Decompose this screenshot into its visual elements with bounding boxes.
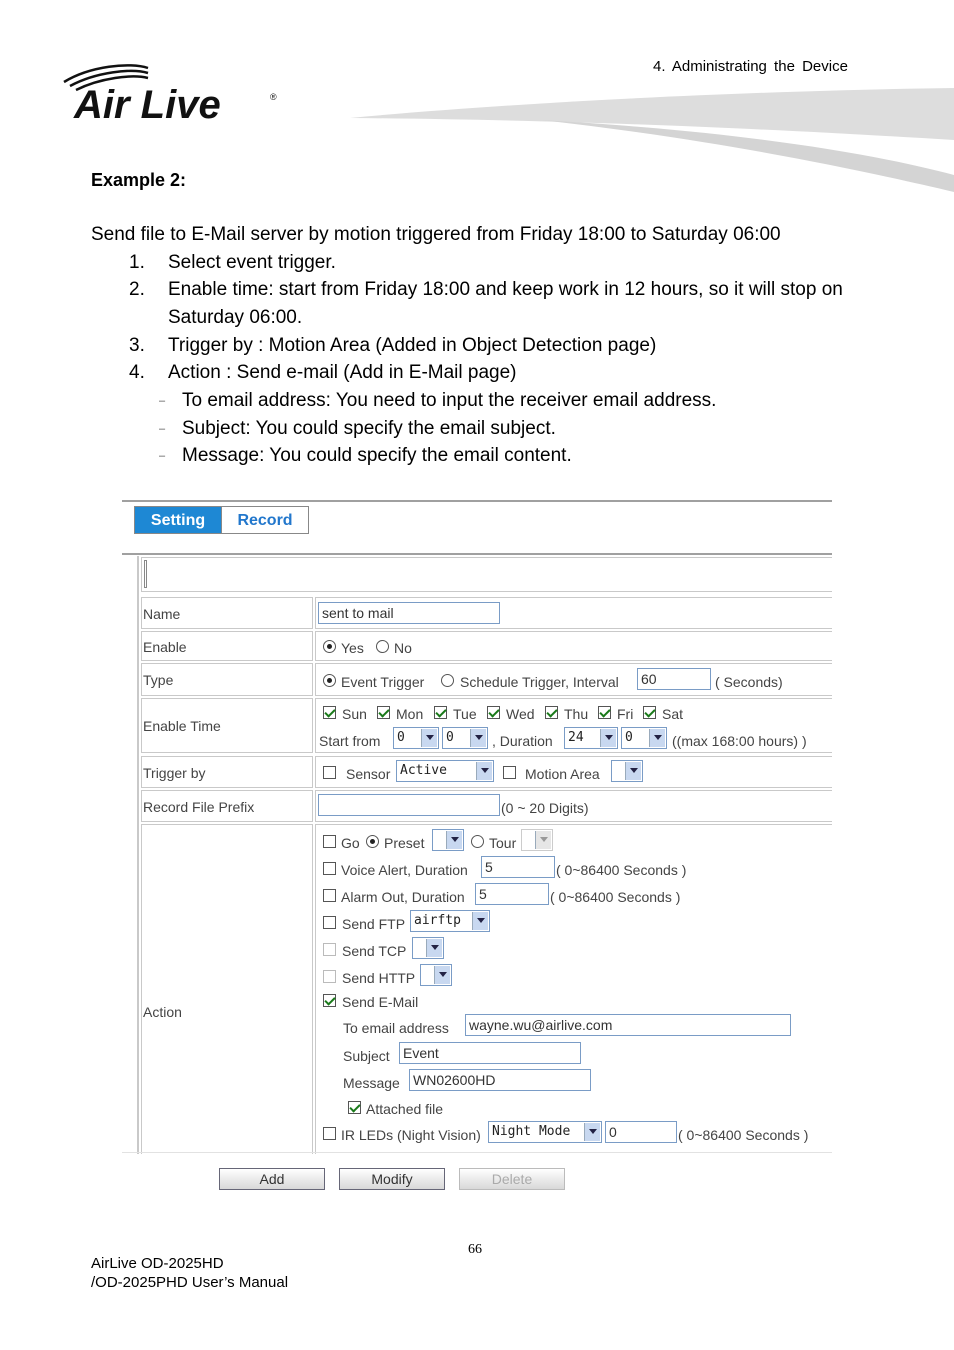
- max-hours-note: ((max 168:00 hours) ): [672, 733, 807, 749]
- alarm-duration-input[interactable]: 5: [475, 883, 549, 905]
- day-label: Thu: [564, 706, 589, 722]
- day-sat-checkbox[interactable]: [643, 706, 656, 719]
- add-button[interactable]: Add: [219, 1168, 325, 1190]
- chevron-down-icon: [584, 1123, 600, 1141]
- step-number: 4.: [129, 362, 145, 383]
- schedule-trigger-radio[interactable]: [441, 674, 454, 687]
- interval-unit: ( Seconds): [715, 674, 783, 690]
- enable-no-label: No: [394, 640, 412, 656]
- step-number: 3.: [129, 335, 145, 356]
- sensor-checkbox[interactable]: [323, 766, 336, 779]
- day-tue-checkbox[interactable]: [434, 706, 447, 719]
- intro-text: Send file to E-Mail server by motion triggered from Friday 18:00 to Saturday 06:00: [91, 224, 781, 245]
- day-sun-checkbox[interactable]: [323, 706, 336, 719]
- delete-button[interactable]: Delete: [459, 1168, 565, 1190]
- chevron-down-icon: [600, 729, 616, 747]
- interval-input[interactable]: 60: [637, 668, 711, 690]
- label-name: Name: [141, 597, 313, 629]
- label-action: Action: [141, 824, 313, 1154]
- subject-input[interactable]: Event: [399, 1042, 581, 1064]
- send-ftp-checkbox[interactable]: [323, 916, 336, 929]
- step-number: 1.: [129, 252, 145, 273]
- attached-file-checkbox[interactable]: [348, 1101, 361, 1114]
- chevron-down-icon: [434, 966, 450, 984]
- chevron-down-icon: [470, 729, 486, 747]
- label-record-prefix: Record File Prefix: [141, 790, 313, 822]
- day-wed-checkbox[interactable]: [487, 706, 500, 719]
- step-number: 2.: [129, 279, 145, 300]
- header-swoosh: [340, 80, 954, 200]
- chevron-down-icon: [476, 762, 492, 780]
- chevron-down-icon: [472, 912, 488, 930]
- go-label: Go: [341, 835, 360, 851]
- day-thu-checkbox[interactable]: [545, 706, 558, 719]
- frame-bottom-line: [122, 1152, 832, 1153]
- ir-duration-note: ( 0~86400 Seconds ): [678, 1127, 809, 1143]
- step-text-continued: Saturday 06:00.: [168, 307, 303, 328]
- step-text: Enable time: start from Friday 18:00 and keep work in 12 hours, so it will stop on: [168, 279, 843, 300]
- day-mon-checkbox[interactable]: [377, 706, 390, 719]
- preset-label: Preset: [384, 835, 425, 851]
- row-enable: [315, 631, 832, 661]
- message-input[interactable]: WN02600HD: [409, 1069, 591, 1091]
- subject-label: Subject: [343, 1048, 390, 1064]
- step-text: Trigger by : Motion Area (Added in Object Detection page): [168, 335, 657, 356]
- enable-yes-label: Yes: [341, 640, 364, 656]
- attached-file-label: Attached file: [366, 1101, 444, 1117]
- to-email-input[interactable]: wayne.wu@airlive.com: [465, 1014, 791, 1036]
- duration-hour-select[interactable]: 24: [564, 727, 618, 749]
- day-fri-checkbox[interactable]: [598, 706, 611, 719]
- send-http-checkbox[interactable]: [323, 970, 336, 983]
- event-trigger-radio[interactable]: [323, 674, 336, 687]
- name-input[interactable]: sent to mail: [318, 602, 500, 624]
- header-row-box: [141, 557, 832, 592]
- step-text: Select event trigger.: [168, 252, 336, 273]
- send-http-label: Send HTTP: [342, 970, 416, 986]
- ir-leds-checkbox[interactable]: [323, 1127, 336, 1140]
- preset-radio[interactable]: [366, 835, 379, 848]
- tour-select[interactable]: [521, 829, 553, 851]
- bullet-dash-icon: –: [159, 450, 166, 462]
- motion-area-label: Motion Area: [525, 766, 600, 782]
- ftp-select[interactable]: airftp: [410, 910, 490, 932]
- start-minute-select[interactable]: 0: [442, 727, 488, 749]
- svg-text:Air Live: Air Live: [74, 83, 221, 127]
- to-email-label: To email address: [343, 1020, 449, 1036]
- preset-select[interactable]: [432, 829, 464, 851]
- send-tcp-checkbox[interactable]: [323, 943, 336, 956]
- alarm-duration-note: ( 0~86400 Seconds ): [550, 889, 681, 905]
- day-label: Mon: [396, 706, 424, 722]
- day-label: Wed: [506, 706, 535, 722]
- bullet-text: Message: You could specify the email content.: [182, 445, 572, 466]
- message-label: Message: [343, 1075, 400, 1091]
- tab-setting[interactable]: Setting: [134, 506, 222, 534]
- ir-leds-label: IR LEDs (Night Vision): [341, 1127, 481, 1143]
- chevron-down-icon: [625, 762, 641, 780]
- day-label: Sun: [342, 706, 367, 722]
- bullet-dash-icon: –: [159, 423, 166, 435]
- modify-button[interactable]: Modify: [339, 1168, 445, 1190]
- page-number: 66: [468, 1242, 482, 1257]
- enable-no-radio[interactable]: [376, 640, 389, 653]
- start-hour-select[interactable]: 0: [393, 727, 439, 749]
- tour-label: Tour: [489, 835, 517, 851]
- footer-line-2: /OD-2025PHD User’s Manual: [91, 1274, 289, 1291]
- send-ftp-label: Send FTP: [342, 916, 406, 932]
- schedule-trigger-label: Schedule Trigger, Interval: [460, 674, 619, 690]
- tour-radio[interactable]: [471, 835, 484, 848]
- ir-duration-input[interactable]: 0: [605, 1121, 677, 1143]
- motion-area-checkbox[interactable]: [503, 766, 516, 779]
- chevron-down-icon: [426, 939, 442, 957]
- label-type: Type: [141, 663, 313, 696]
- chevron-down-icon: [649, 729, 665, 747]
- go-checkbox[interactable]: [323, 835, 336, 848]
- duration-label: , Duration: [492, 733, 553, 749]
- enable-yes-radio[interactable]: [323, 640, 336, 653]
- send-tcp-label: Send TCP: [342, 943, 407, 959]
- voice-duration-note: ( 0~86400 Seconds ): [556, 862, 687, 878]
- airlive-logo: [60, 60, 290, 130]
- sensor-select[interactable]: Active: [396, 760, 494, 782]
- sensor-label: Sensor: [346, 766, 391, 782]
- chevron-down-icon: [535, 831, 551, 849]
- voice-alert-checkbox[interactable]: [323, 862, 336, 875]
- frame-left-border: [137, 556, 139, 1154]
- record-prefix-input[interactable]: [318, 794, 500, 816]
- day-label: Sat: [662, 706, 684, 722]
- alarm-out-checkbox[interactable]: [323, 889, 336, 902]
- motion-area-select[interactable]: [611, 760, 643, 782]
- bullet-dash-icon: –: [159, 395, 166, 407]
- voice-alert-label: Voice Alert, Duration: [341, 862, 468, 878]
- label-enable-time: Enable Time: [141, 698, 313, 753]
- tcp-select[interactable]: [412, 937, 444, 959]
- label-trigger-by: Trigger by: [141, 756, 313, 788]
- alarm-out-label: Alarm Out, Duration: [341, 889, 465, 905]
- send-email-label: Send E-Mail: [342, 994, 419, 1010]
- tab-record[interactable]: Record: [221, 506, 309, 534]
- send-email-checkbox[interactable]: [323, 994, 336, 1007]
- start-from-label: Start from: [319, 733, 381, 749]
- chevron-down-icon: [446, 831, 462, 849]
- voice-duration-input[interactable]: 5: [481, 856, 555, 878]
- duration-minute-select[interactable]: 0: [621, 727, 667, 749]
- svg-text:®: ®: [270, 92, 277, 102]
- day-label: Tue: [453, 706, 477, 722]
- prefix-note: (0 ~ 20 Digits): [501, 800, 589, 816]
- bullet-text: Subject: You could specify the email subject.: [182, 418, 556, 439]
- step-text: Action : Send e-mail (Add in E-Mail page): [168, 362, 517, 383]
- example-title: Example 2:: [91, 170, 187, 190]
- bullet-text: To email address: You need to input the receiver email address.: [182, 390, 717, 411]
- day-label: Fri: [617, 706, 634, 722]
- label-enable: Enable: [141, 631, 313, 661]
- chevron-down-icon: [421, 729, 437, 747]
- frame-top-line: [122, 500, 832, 502]
- http-select[interactable]: [420, 964, 452, 986]
- ir-mode-select[interactable]: Night Mode: [488, 1121, 602, 1143]
- chapter-title: 4. Administrating the Device: [653, 58, 848, 75]
- event-trigger-label: Event Trigger: [341, 674, 425, 690]
- footer-line-1: AirLive OD-2025HD: [91, 1255, 224, 1272]
- frame-divider: [122, 553, 832, 555]
